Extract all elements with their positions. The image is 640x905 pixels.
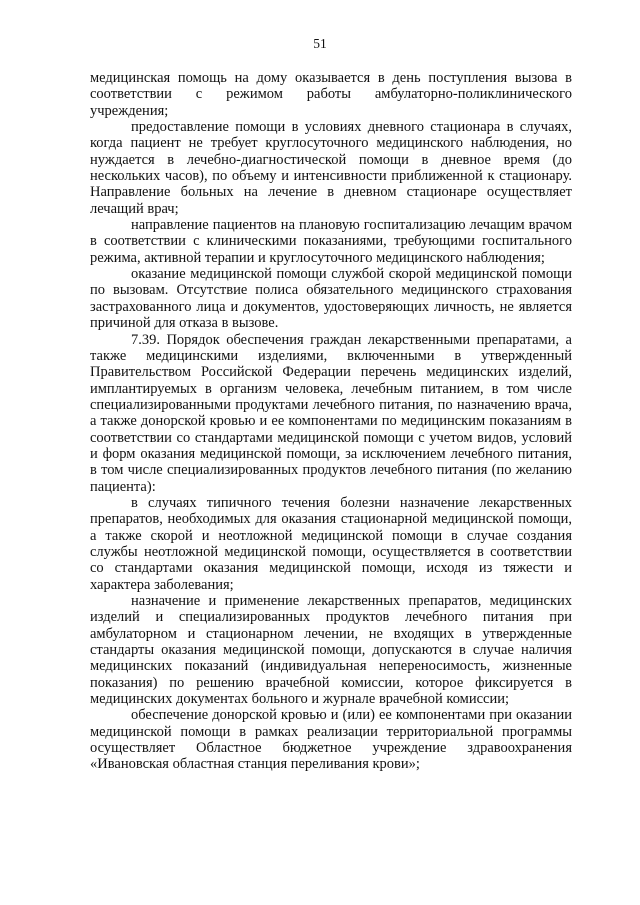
page-number: 51 xyxy=(313,36,327,51)
paragraph: обеспечение донорской кровью и (или) ее компонентами при оказании медицинской помощи в рамках реализации территориальной программы осуществляет Областное бюджетное учреждение здравоохранения «Ивановская областная станция переливания крови»; xyxy=(90,707,572,773)
document-body xyxy=(90,70,572,773)
paragraph: предоставление помощи в условиях дневного стационара в случаях, когда пациент не требует круглосуточного медицинского наблюдения, но нуждается в лечебно-диагностической помощи в дневное время (до нескольких часов), по объему и интенсивности приближенной к стационару. Направление больных на лечение в дневном стационаре осуществляет лечащий врач; xyxy=(90,119,572,217)
paragraph: оказание медицинской помощи службой скорой медицинской помощи по вызовам. Отсутствие полиса обязательного медицинского страхования застрахованного лица и документов, удостоверяющих личность, не является причиной для отказа в вызове. xyxy=(90,266,572,332)
paragraph: медицинская помощь на дому оказывается в день поступления вызова в соответствии с режимом работы амбулаторно-поликлинического учреждения; xyxy=(90,70,572,119)
paragraph: назначение и применение лекарственных препаратов, медицинских изделий и специализированных продуктов лечебного питания при амбулаторном и стационарном лечении, не входящих в утвержденные стандарты оказания медицинской помощи, допускаются в случае наличия медицинских показаний (индивидуальная непереносимость, жизненные показания) по решению врачебной комиссии, которое фиксируется в медицинских документах больного и журнале врачебной комиссии; xyxy=(90,593,572,708)
paragraph: в случаях типичного течения болезни назначение лекарственных препаратов, необходимых для оказания стационарной медицинской помощи, а также скорой и неотложной медицинской помощи в случае создания службы неотложной медицинской помощи, осуществляется в соответствии со стандартами оказания медицинской помощи, исходя из тяжести и характера заболевания; xyxy=(90,494,572,593)
paragraph: направление пациентов на плановую госпитализацию лечащим врачом в соответствии с клиническими показаниями, требующими госпитального режима, активной терапии и круглосуточного медицинского наблюдения; xyxy=(90,217,572,266)
paragraph: 7.39. Порядок обеспечения граждан лекарственными препаратами, а также медицинскими изделиями, включенными в утвержденный Правительством Российской Федерации перечень медицинских изделий, имплантируемых в организм человека, лечебным питанием, в том числе специализированными продуктами лечебного питания, по назначению врача, а также донорской кровью и ее компонентами по медицинским показаниям в соответствии со стандартами медицинской помощи с учетом видов, условий и форм оказания медицинской помощи, за исключением лечебного питания, в том числе специализированных продуктов лечебного питания (по желанию пациента): xyxy=(90,331,572,495)
